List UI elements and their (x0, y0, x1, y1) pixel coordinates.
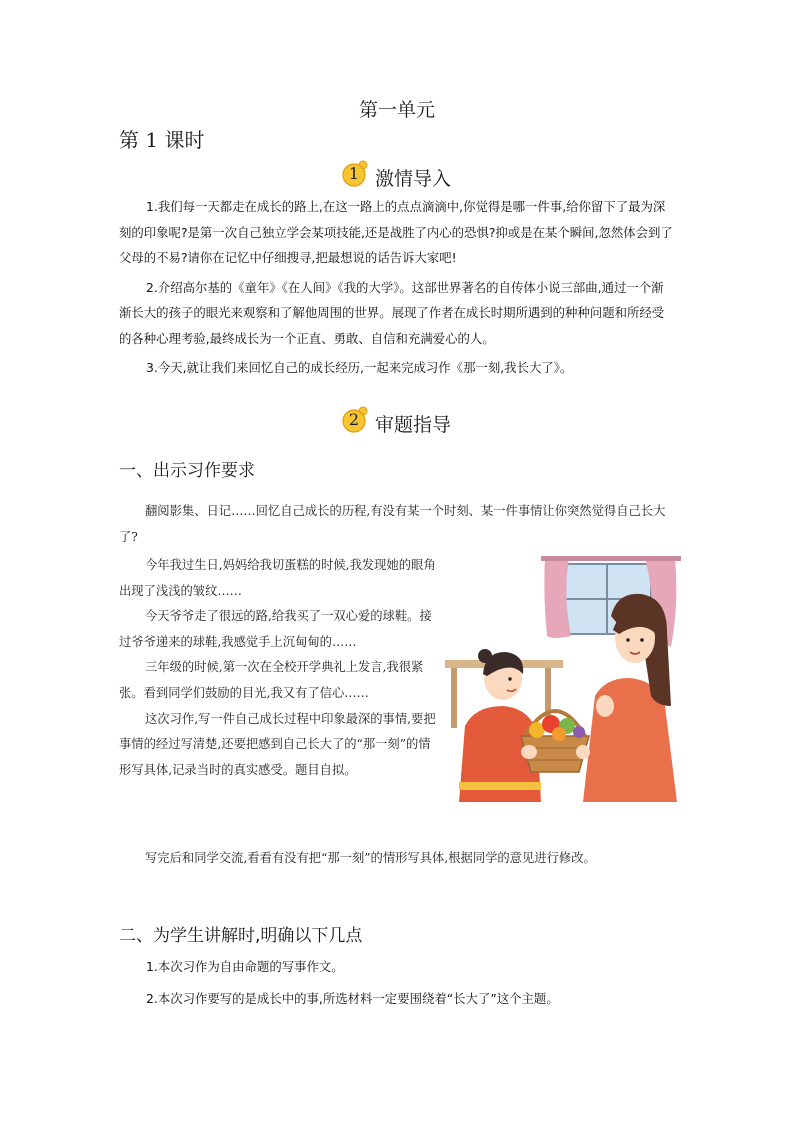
badge-number: 2 (348, 409, 360, 429)
intro-paragraphs (119, 194, 674, 381)
lesson-title: 第 1 课时 (119, 128, 205, 152)
key-points (119, 954, 679, 1011)
paragraph: 3.今天,就让我们来回忆自己的成长经历,一起来完成习作《那一刻,我长大了》。 (146, 360, 573, 375)
part-2-heading: 二、为学生讲解时,明确以下几点 (119, 926, 363, 946)
illustration-girl-giving-basket (445, 556, 685, 802)
paragraph: 1.我们每一天都走在成长的路上,在这一路上的点点滴滴中,你觉得是哪一件事,给你留下了最为深刻的印象呢?是第一次自己独立学会某项技能,还是战胜了内心的恐惧?抑或是在某个瞬间,忽然体会到了父母的不易?请你在记忆中仔细搜寻,把最想说的话告诉大家吧! (119, 199, 673, 265)
list-item: 2.本次习作要写的是成长中的事,所选材料一定要围绕着“长大了”这个主题。 (146, 990, 559, 1006)
section-2-heading (341, 402, 451, 437)
part-1-heading: 一、出示习作要求 (119, 461, 255, 481)
section-title: 激情导入 (375, 168, 452, 190)
section-title: 审题指导 (375, 414, 452, 436)
paragraph: 写完后和同学交流,看看有没有把“那一刻”的情形写具体,根据同学的意见进行修改。 (145, 851, 596, 865)
requirement-closing (119, 846, 681, 872)
badge-number: 1 (348, 163, 360, 183)
paragraph: 翻阅影集、日记……回忆自己成长的历程,有没有某一个时刻、某一件事情让你突然觉得自己长大了? (119, 504, 666, 544)
paragraph: 三年级的时候,第一次在全校开学典礼上发言,我很紧张。看到同学们鼓励的目光,我又有了信心…… (119, 660, 424, 700)
paragraph: 今年我过生日,妈妈给我切蛋糕的时候,我发现她的眼角出现了浅浅的皱纹…… (119, 558, 436, 598)
section-1-heading (341, 156, 451, 191)
requirement-intro (119, 499, 681, 550)
unit-title: 第一单元 (358, 99, 435, 121)
list-item: 1.本次习作为自由命题的写事作文。 (146, 959, 344, 974)
number-badge-icon (341, 406, 371, 434)
paragraph: 这次习作,写一件自己成长过程中印象最深的事情,要把事情的经过写清楚,还要把感到自己长大了的“那一刻”的情形写具体,记录当时的真实感受。题目自拟。 (119, 711, 436, 777)
paragraph: 2.介绍高尔基的《童年》《在人间》《我的大学》。这部世界著名的自传体小说三部曲,通过一个渐渐长大的孩子的眼光来观察和了解他周围的世界。展现了作者在成长时期所遇到的种种问题和所经受的各种心理考验,最终成长为一个正直、勇敢、自信和充满爱心的人。 (119, 279, 665, 346)
number-badge-icon (341, 160, 371, 188)
paragraph: 今天爷爷走了很远的路,给我买了一双心爱的球鞋。接过爷爷递来的球鞋,我感觉手上沉甸甸的…… (119, 609, 432, 649)
requirement-examples (119, 553, 441, 783)
